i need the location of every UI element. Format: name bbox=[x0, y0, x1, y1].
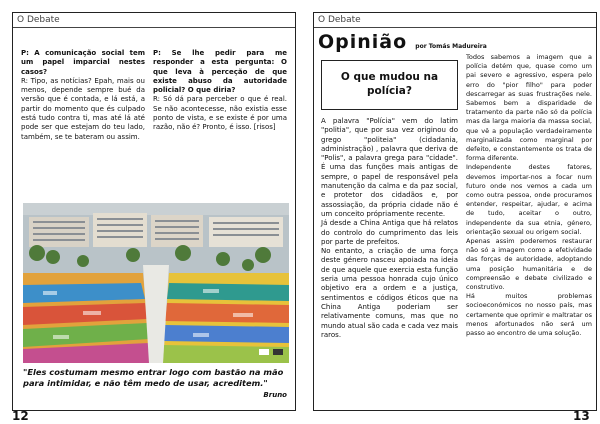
question: P: A comunicação social tem um papel imparcial nestes casos? bbox=[21, 49, 145, 76]
headline-box: O que mudou na polícia? bbox=[321, 60, 458, 110]
header-rule bbox=[13, 27, 295, 28]
answer: R: Só dá para perceber o que é real. Se não acontecesse, não existia esse ponto de vista, e se existe é por uma razão, não é? Pronto, é isso. [risos] bbox=[153, 95, 287, 132]
right-page bbox=[313, 12, 597, 411]
answer: R: Tipo, as notícias? Epah, mais ou menos, depende sempre bué da versão que é contada, e lá está, a partir do momento que és culpado está tudo contra ti, mas até lá até pode ser que estejam do teu lado, também, se te bateram ou assim. bbox=[21, 76, 145, 141]
paragraph: Já desde a China Antiga que há relatos do controlo do cumprimento das leis por parte de prefeitos. bbox=[321, 219, 458, 246]
left-page bbox=[12, 12, 296, 411]
page-number: 12 bbox=[12, 409, 29, 423]
paragraph: Há muitos problemas socioeconómicos no nosso país, mas certamente que oprimir e maltratar os menos afortunados não será um passo ao encontro de uma solução. bbox=[466, 292, 592, 338]
interview-qa-1 bbox=[21, 49, 145, 142]
paragraph: A palavra "Polícia" vem do latim "politia", que por sua vez originou do grego "politeia" (cidadania, administração) , palavra que deriva de "Polis", a palavra grega para "cidade". É uma das funções mais antigas de sempre, o papel de responsável pela manutenção da calma e da paz social, e protetor dos cidadãos e, por assossiação, da própria cidade não é um conceito própriamente recente. bbox=[321, 117, 458, 218]
question: P: Se lhe pedir para me responder a esta pergunta: O que leva à perceção de que existe abuso da autoridade policial? O que diria? bbox=[153, 49, 287, 95]
header-rule bbox=[314, 27, 596, 28]
paragraph: No entanto, a criação de uma força deste género nasceu apoiada na ideia de que aquele que exercia esta função seria uma pessoa honrada cujo único objetivo era a ordem e a justiça, sentimentos e códigos éticos que na China Antiga poderiam ser relativamente comuns, mas que no mundo atual são cada e cada vez mais raros. bbox=[321, 247, 458, 339]
byline: por Tomás Madureira bbox=[415, 43, 487, 50]
section-title: Opinião bbox=[318, 31, 408, 53]
section-heading bbox=[318, 31, 487, 53]
article-column-1 bbox=[321, 117, 458, 340]
running-head: O Debate bbox=[318, 15, 361, 25]
page-number: 13 bbox=[573, 409, 590, 423]
paragraph: Apenas assim poderemos restaurar não só a imagem como a efetividade das forças de autoridade, adoptando uma posição humanitária e de compreensão e debate civilizado e construtivo. bbox=[466, 237, 592, 292]
interview-qa-2 bbox=[153, 49, 287, 133]
article-column-2 bbox=[466, 53, 592, 338]
paragraph: Independente destes fatores, devemos importar-nos a focar num futuro onde nos vemos a cada um como outra pessoa, onde procuramos entender, respeitar, ajudar, e acima de tudo, aceitar o outro, independente da sua etnia, género, orientação sexual ou origem social. bbox=[466, 163, 592, 236]
quote-author: Bruno bbox=[263, 391, 287, 399]
aerial-photo bbox=[23, 203, 289, 363]
running-head: O Debate bbox=[17, 15, 60, 25]
paragraph: Todos sabemos a imagem que a polícia detém que, quase como um pai severo e agressivo, espera pelo erro do "pior filho" para poder descarregar as suas frustrações nele. Sabemos bem a disparidade de tratamento da parte não só da polícia mas da larga maioria da massa social, que vê a população verdadeiramente marginalizada como marginal por defeito, e constantemente os trata de forma diferente. bbox=[466, 53, 592, 163]
pull-quote: "Eles costumam mesmo entrar logo com bastão na mão para intimidar, e não têm medo de usar, acreditem." bbox=[23, 367, 284, 388]
